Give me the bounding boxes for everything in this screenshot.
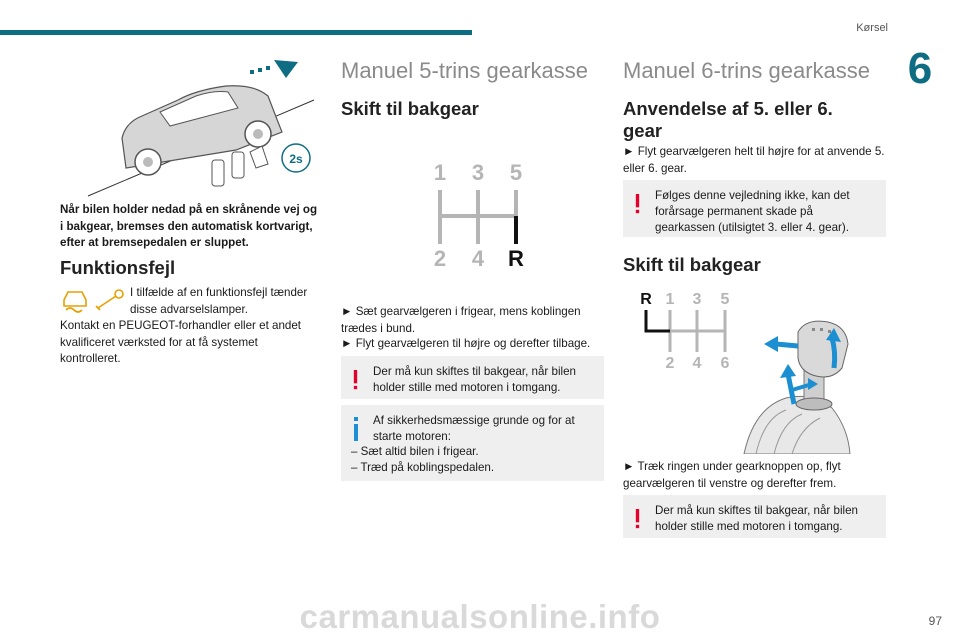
section-title: Kørsel bbox=[856, 22, 888, 34]
warning-icon bbox=[353, 368, 358, 392]
timer-icon bbox=[282, 144, 310, 172]
gear-label: 2 bbox=[433, 246, 447, 271]
page-number: 97 bbox=[928, 614, 942, 628]
right-step1: ► Flyt gearvælgeren helt til højre for at anvende 5. eller 6. gear. bbox=[623, 145, 885, 175]
right-step2: ► Træk ringen under gearknoppen op, flyt gearvælgeren til venstre og derefter frem. bbox=[623, 460, 841, 490]
right-warning-box-2 bbox=[623, 495, 886, 538]
direction-arrow-icon bbox=[250, 60, 298, 78]
middle-warning-text: Der må kun skiftes til bakgear, når bilen holder stille med motoren i tomgang. bbox=[373, 365, 576, 394]
warning-icon bbox=[635, 192, 640, 216]
gear-label-reverse: R bbox=[640, 291, 652, 308]
fault-heading: Funktionsfejl bbox=[60, 257, 176, 278]
middle-column-title: Manuel 5-trins gearkasse bbox=[341, 58, 589, 83]
gear-label: 5 bbox=[720, 291, 730, 308]
gear-label: 3 bbox=[471, 160, 485, 185]
gear-label: 1 bbox=[433, 160, 447, 185]
gear-diagram-5-speed bbox=[426, 158, 532, 274]
info-icon bbox=[353, 417, 359, 441]
gear-label: 3 bbox=[692, 291, 702, 308]
wrench-lamp-icon bbox=[96, 290, 123, 310]
middle-step2: ► Flyt gearvælgeren til højre og derefter tilbage. bbox=[341, 337, 591, 350]
chapter-number: 6 bbox=[907, 44, 933, 93]
right-column-title: Manuel 6-trins gearkasse bbox=[623, 58, 871, 83]
car-on-slope-illustration bbox=[86, 56, 318, 200]
right-warning-box-1 bbox=[623, 180, 886, 237]
gear-label: 5 bbox=[509, 160, 523, 185]
warning-lamps bbox=[60, 286, 126, 316]
right-warning1-text: Følges denne vejledning ikke, kan det forårsage permanent skade på gearkassen (utilsigtet 3. eller 4. gear). bbox=[655, 189, 850, 234]
right-warning2-text: Der må kun skiftes til bakgear, når bilen holder stille med motoren i tomgang. bbox=[655, 504, 858, 533]
warning-icon bbox=[635, 507, 640, 531]
middle-heading: Skift til bakgear bbox=[341, 98, 479, 119]
illustration-caption: Når bilen holder nedad på en skrånende vej og i bakgear, bremses den automatisk kortvarigt, efter at bremsepedalen er sluppet. bbox=[60, 203, 318, 249]
middle-info-intro: Af sikkerhedsmæssige grunde og for at starte motoren: bbox=[373, 414, 575, 443]
gear-label: 6 bbox=[720, 355, 730, 372]
gear-diagram-6-speed bbox=[636, 288, 852, 454]
right-heading-reverse: Skift til bakgear bbox=[623, 254, 761, 275]
timer-label: 2s bbox=[289, 152, 303, 166]
skid-lamp-icon bbox=[64, 292, 86, 312]
header-accent-bar bbox=[0, 30, 472, 35]
middle-info-item: – Træd på koblingspedalen. bbox=[351, 461, 495, 474]
gear-label-reverse: R bbox=[508, 246, 524, 271]
middle-warning-box bbox=[341, 356, 604, 399]
gear-label: 1 bbox=[665, 291, 675, 308]
fault-body: Kontakt en PEUGEOT-forhandler eller et andet kvalificeret værksted for at få systemet kontrolleret. bbox=[60, 319, 302, 365]
watermark: carmanualsonline.info bbox=[299, 598, 661, 635]
middle-step1: ► Sæt gearvælgeren i frigear, mens koblingen trædes i bund. bbox=[341, 305, 581, 335]
gear-label: 2 bbox=[665, 355, 675, 372]
middle-info-item: – Sæt altid bilen i frigear. bbox=[351, 445, 479, 458]
gear-label: 4 bbox=[471, 246, 485, 271]
right-heading-gear56: Anvendelse af 5. eller 6. gear bbox=[623, 98, 833, 141]
gear-label: 4 bbox=[692, 355, 702, 372]
fault-intro: I tilfælde af en funktionsfejl tænder disse advarselslamper. bbox=[130, 286, 308, 316]
